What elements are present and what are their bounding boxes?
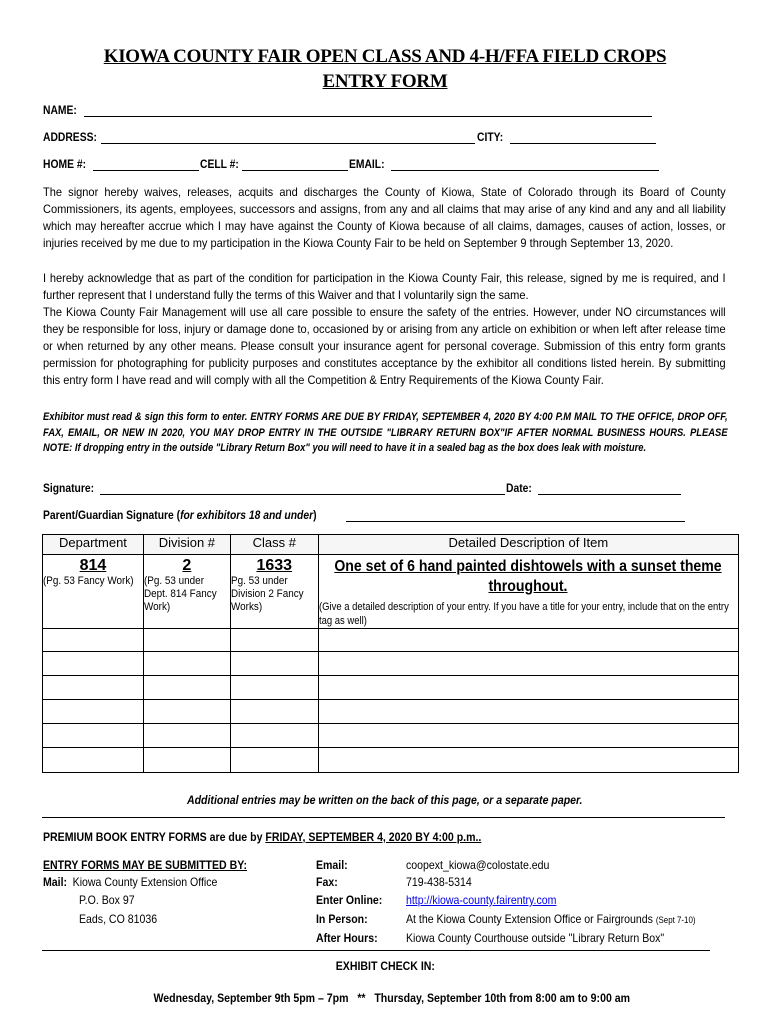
cell-phone-label: CELL #: (200, 157, 239, 171)
form-title-line2: ENTRY FORM (322, 71, 448, 92)
empty-cell[interactable] (230, 676, 318, 700)
empty-cell[interactable] (43, 724, 144, 748)
city-label: CITY: (477, 130, 504, 144)
description-instructions: (Give a detailed description of your entry. If you have a title for your entry, include that on the entry tag as well) (318, 601, 729, 627)
after-hours-method-label: After Hours: (316, 931, 378, 945)
empty-cell[interactable] (230, 700, 318, 724)
address-field[interactable] (101, 143, 475, 144)
department-cell[interactable] (43, 555, 144, 629)
table-row (43, 700, 739, 724)
form-title-line1: KIOWA COUNTY FAIR OPEN CLASS AND 4-H/FFA FIELD CROPS (103, 46, 667, 67)
class-cell[interactable] (230, 555, 318, 629)
entries-table (42, 534, 739, 773)
table-row (43, 652, 739, 676)
entry-deadline-notice: Exhibitor must read & sign this form to enter. ENTRY FORMS ARE DUE BY FRIDAY, SEPTEMBER 4, 2020 BY 4:00 P.M MAIL TO THE OFFICE, DROP OFF, FAX, EMAIL, OR NEW IN 2020, YOU MAY DROP ENTRY IN THE OUTSIDE "LIBRARY RETURN BOX"IF AFTER NORMAL BUSINESS HOURS. PLEASE NOTE: If dropping entry in the outside "Library Return Box" you will need to have it in a sealed bag as the box does leak with moisture. (43, 411, 728, 454)
home-phone-field[interactable] (93, 170, 199, 171)
empty-cell[interactable] (143, 724, 230, 748)
empty-cell[interactable] (43, 652, 144, 676)
in-person-method-label: In Person: (316, 912, 368, 926)
description-header: Detailed Description of Item (318, 535, 738, 555)
email-method-value[interactable]: coopext_kiowa@colostate.edu (406, 858, 550, 872)
section-divider (42, 950, 710, 951)
additional-entries-text: Additional entries may be written on the back of this page, or a separate paper. (187, 793, 583, 807)
department-header: Department (43, 535, 144, 555)
empty-cell[interactable] (143, 700, 230, 724)
in-person-location: At the Kiowa County Extension Office or Fairgrounds (406, 912, 653, 926)
empty-cell[interactable] (143, 748, 230, 773)
submission-heading: ENTRY FORMS MAY BE SUBMITTED BY: (43, 858, 247, 872)
empty-cell[interactable] (143, 629, 230, 652)
fax-method-label: Fax: (316, 875, 338, 889)
cell-phone-field[interactable] (242, 170, 348, 171)
address-label: ADDRESS: (43, 130, 97, 144)
signature-field[interactable] (100, 494, 505, 495)
check-in-heading-text: EXHIBIT CHECK IN: (335, 959, 435, 973)
empty-cell[interactable] (230, 629, 318, 652)
division-number: 2 (182, 557, 192, 574)
item-description: One set of 6 hand painted dishtowels with a sunset theme throughout. (334, 558, 722, 595)
after-hours-method-value: Kiowa County Courthouse outside "Library Return Box" (406, 931, 665, 945)
division-note: (Pg. 53 under Dept. 814 Fancy Work) (143, 575, 217, 613)
mail-po-box: P.O. Box 97 (79, 893, 135, 907)
online-entry-link[interactable]: http://kiowa-county.fairentry.com (406, 893, 557, 907)
table-row (43, 676, 739, 700)
signature-label: Signature: (43, 481, 95, 495)
parent-signature-label (43, 508, 317, 522)
empty-cell[interactable] (43, 748, 144, 773)
section-divider (42, 817, 725, 818)
online-method-label: Enter Online: (316, 893, 383, 907)
empty-cell[interactable] (230, 652, 318, 676)
empty-cell[interactable] (318, 629, 738, 652)
parent-signature-field[interactable] (346, 521, 685, 522)
table-row (43, 555, 739, 629)
parent-signature-close: ) (313, 508, 317, 522)
mail-office: Kiowa County Extension Office (72, 875, 218, 889)
date-label: Date: (506, 481, 532, 495)
class-header: Class # (230, 535, 318, 555)
date-field[interactable] (538, 494, 681, 495)
class-number: 1633 (256, 557, 293, 574)
email-field[interactable] (391, 170, 659, 171)
empty-cell[interactable] (143, 652, 230, 676)
waiver-paragraph-3: The Kiowa County Fair Management will use all care possible to ensure the safety of the entries. However, under NO circumstances will they be responsible for loss, injury or damage done to, occasioned by or arising from any article on exhibition or when left after release time or when returned by any other means. Please consult your insurance agent for personal coverage. Submission of this entry form grants permission for photographing for publicity purposes and constitutes acceptance by the exhibitor all conditions listed herein. By submitting this entry form I have read and will comply with all the Competition & Entry Requirements of the Kiowa County Fair. (43, 305, 726, 387)
parent-signature-qualifier: for exhibitors 18 and under (180, 508, 314, 522)
department-number: 814 (79, 557, 107, 574)
name-field[interactable] (84, 116, 652, 117)
division-cell[interactable] (143, 555, 230, 629)
class-note: Pg. 53 under Division 2 Fancy Works) (230, 575, 304, 613)
table-row (43, 629, 739, 652)
empty-cell[interactable] (230, 724, 318, 748)
table-header-row (43, 535, 739, 555)
empty-cell[interactable] (43, 700, 144, 724)
table-row (43, 724, 739, 748)
mail-label: Mail: (43, 875, 68, 889)
in-person-dates: (Sept 7-10) (655, 915, 696, 925)
empty-cell[interactable] (230, 748, 318, 773)
parent-signature-label-text: Parent/Guardian Signature ( (43, 508, 181, 522)
empty-cell[interactable] (43, 629, 144, 652)
premium-date: FRIDAY, SEPTEMBER 4, 2020 BY 4:00 p.m.. (265, 830, 482, 844)
additional-entries-note (0, 793, 770, 807)
department-note: (Pg. 53 Fancy Work) (43, 575, 134, 587)
empty-cell[interactable] (318, 748, 738, 773)
exhibit-check-in-heading (0, 959, 770, 973)
email-label: EMAIL: (349, 157, 385, 171)
table-row (43, 748, 739, 773)
mail-line (43, 875, 217, 889)
empty-cell[interactable] (43, 676, 144, 700)
empty-cell[interactable] (318, 676, 738, 700)
home-phone-label: HOME #: (43, 157, 87, 171)
check-in-times-text: Wednesday, September 9th 5pm – 7pm ** Thursday, September 10th from 8:00 am to 9:00 am (153, 991, 630, 1005)
description-cell[interactable] (318, 555, 738, 629)
email-method-label: Email: (316, 858, 348, 872)
empty-cell[interactable] (318, 724, 738, 748)
mail-city: Eads, CO 81036 (79, 912, 158, 926)
exhibit-check-in-times (0, 977, 770, 1019)
empty-cell[interactable] (318, 700, 738, 724)
empty-cell[interactable] (318, 652, 738, 676)
city-field[interactable] (510, 143, 656, 144)
waiver-paragraph-1: The signor hereby waives, releases, acquits and discharges the County of Kiowa, State of Colorado through its Board of County Commissioners, its agents, employees, successors and assigns, from any and all claims that may arise of any kind and any and all liability which may hereafter accrue which I may have against the County of Kiowa because of all claims, damages, causes of action, losses, or injuries received by me due to my participation in the Kiowa County Fair to be held on September 9 through September 13, 2020. (43, 185, 726, 250)
division-header: Division # (143, 535, 230, 555)
premium-text: PREMIUM BOOK ENTRY FORMS are due by (43, 830, 266, 844)
premium-book-deadline (43, 830, 481, 844)
fax-method-value: 719-438-5314 (406, 875, 472, 889)
in-person-method-value (406, 912, 695, 926)
waiver-paragraph-2: I hereby acknowledge that as part of the condition for participation in the Kiowa County Fair, this release, signed by me is required, and I further represent that I understand fully the terms of this Waiver and that I voluntarily sign the same. (43, 271, 726, 302)
name-label: NAME: (43, 103, 77, 117)
empty-cell[interactable] (143, 676, 230, 700)
